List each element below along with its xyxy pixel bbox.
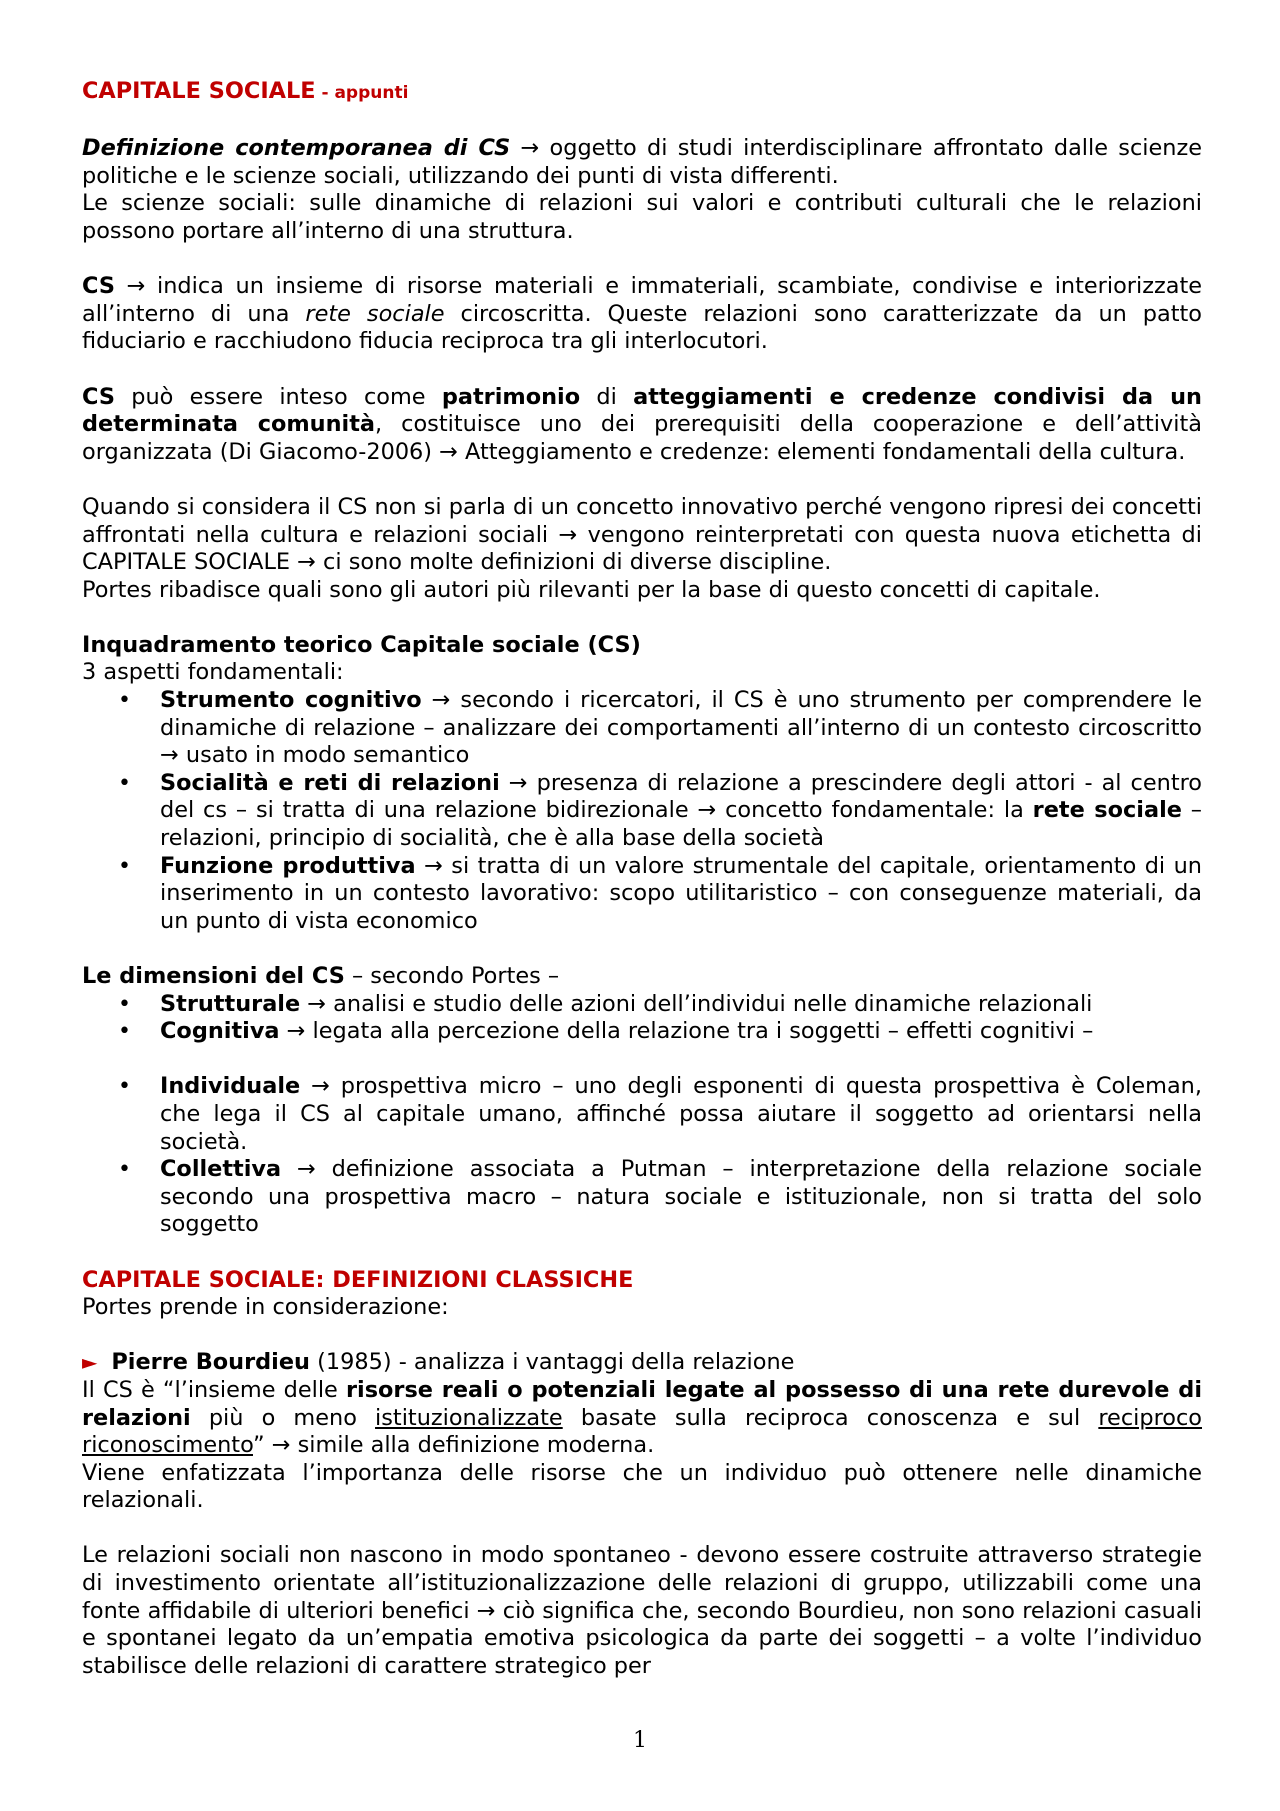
bullet-icon: • — [118, 1074, 131, 1100]
list-item: • Individuale → prospettiva micro – uno degli esponenti di questa prospettiva è Coleman, che lega il CS al capitale umano, affinché possa aiutare il soggetto ad orientarsi nella società. — [118, 1073, 1202, 1155]
bullet-icon: • — [118, 1019, 131, 1045]
paragraph-concetto: Quando si considera il CS non si parla di un concetto innovativo perché vengono ripresi dei concetti affrontati nella cultura e relazioni sociali → vengono reinterpretati con questa nuova etichetta di CAPITALE SOCIALE → ci sono molte definizioni di diverse discipline. — [82, 493, 1202, 576]
paragraph-cs-patrimonio: CS può essere inteso come patrimonio di atteggiamenti e credenze condivisi da un determinata comunità, costituisce uno dei prerequisiti della cooperazione e dell’attività organizzata (Di Giacomo-2006) → Atteggiamento e credenze: elementi fondamentali della cultura. — [82, 383, 1202, 465]
author-bourdieu: ► Pierre Bourdieu (1985) - analizza i vantaggi della relazione — [82, 1349, 795, 1376]
bullet-icon: • — [118, 1157, 131, 1183]
bullet-icon: • — [118, 688, 131, 714]
bullet-icon: • — [118, 991, 131, 1017]
bullet-icon: • — [118, 770, 131, 796]
list-item: • Cognitiva → legata alla percezione della relazione tra i soggetti – effetti cognitivi – — [118, 1018, 1094, 1045]
document-page — [82, 78, 1202, 1680]
triangle-right-icon: ► — [82, 1350, 98, 1375]
list-item: • Socialità e reti di relazioni → presenza di relazione a prescindere degli attori - al centro del cs – si tratta di una relazione bidirezionale → concetto fondamentale: la rete sociale – relazioni, principio di socialità, che è alla base della società — [118, 769, 1203, 852]
section-subheading-aspetti: 3 aspetti fondamentali: — [82, 659, 344, 686]
bullet-icon: • — [118, 853, 131, 879]
definition-lead: Definizione contemporanea di CS — [82, 135, 511, 162]
paragraph-scienze-sociali: Le scienze sociali: sulle dinamiche di relazioni sui valori e contributi culturali che le relazioni possono portare all’interno di una struttura. — [82, 190, 1202, 244]
section-heading-inquadramento: Inquadramento teorico Capitale sociale (CS) — [82, 631, 641, 658]
paragraph-bourdieu-definition: Il CS è “l’insieme delle risorse reali o potenziali legate al possesso di una rete durevole di relazioni più o meno istituzionalizzate basate sulla reciproca conoscenza e sul reciproco riconoscimento” → simile alla definizione moderna. — [82, 1376, 1202, 1459]
page-title — [82, 78, 1202, 108]
list-item: • Strumento cognitivo → secondo i ricercatori, il CS è uno strumento per comprendere le dinamiche di relazione – analizzare dei comportamenti all’interno di un contesto circoscritto → usato in modo semantico — [118, 687, 1203, 769]
list-dimensioni-2 — [82, 1073, 1202, 1239]
list-dimensioni — [82, 991, 1202, 1046]
list-item: • Funzione produttiva → si tratta di un valore strumentale del capitale, orientamento di un inserimento in un contesto lavorativo: scopo utilitaristico – con conseguenze materiali, da un punto di vista economico — [118, 852, 1202, 934]
section-subheading-portes: Portes prende in considerazione: — [82, 1294, 449, 1321]
section-heading-definizioni-classiche: CAPITALE SOCIALE: DEFINIZIONI CLASSICHE — [82, 1266, 634, 1293]
title-main: CAPITALE SOCIALE — [82, 78, 316, 104]
paragraph-portes: Portes ribadisce quali sono gli autori più rilevanti per la base di questo concetti di capitale. — [82, 576, 1101, 603]
list-item: • Strutturale → analisi e studio delle azioni dell’individui nelle dinamiche relazionali — [118, 990, 1093, 1017]
paragraph-definition: Definizione contemporanea di CS → oggetto di studi interdisciplinare affrontato dalle scienze politiche e le scienze sociali, utilizzando dei punti di vista differenti. — [82, 135, 1202, 189]
list-aspetti — [82, 687, 1202, 935]
section-heading-dimensioni: Le dimensioni del CS – secondo Portes – — [82, 963, 560, 989]
list-item: • Collettiva → definizione associata a Putman – interpretazione della relazione sociale secondo una prospettiva macro – natura sociale e istituzionale, non si tratta del solo soggetto — [118, 1156, 1202, 1238]
page-number: 1 — [633, 1728, 647, 1753]
paragraph-relazioni-sociali: Le relazioni sociali non nascono in modo spontaneo - devono essere costruite attraverso strategie di investimento orientate all’istituzionalizzazione delle relazioni di gruppo, utilizzabili come una fonte affidabile di ulteriori benefici → ciò significa che, secondo Bourdieu, non sono relazioni casuali e spontanei legato da un’empatia emotiva psicologica da parte dei soggetti – a volte l’individuo stabilisce delle relazioni di carattere strategico per — [82, 1542, 1202, 1679]
paragraph-cs-risorse: CS → indica un insieme di risorse materiali e immateriali, scambiate, condivise e interiorizzate all’interno di una rete sociale circoscritta. Queste relazioni sono caratterizzate da un patto fiduciario e racchiudono fiducia reciproca tra gli interlocutori. — [82, 273, 1202, 355]
title-suffix: - appunti — [315, 83, 409, 103]
paragraph-enfatizzata: Viene enfatizzata l’importanza delle risorse che un individuo può ottenere nelle dinamiche relazionali. — [82, 1459, 1202, 1514]
